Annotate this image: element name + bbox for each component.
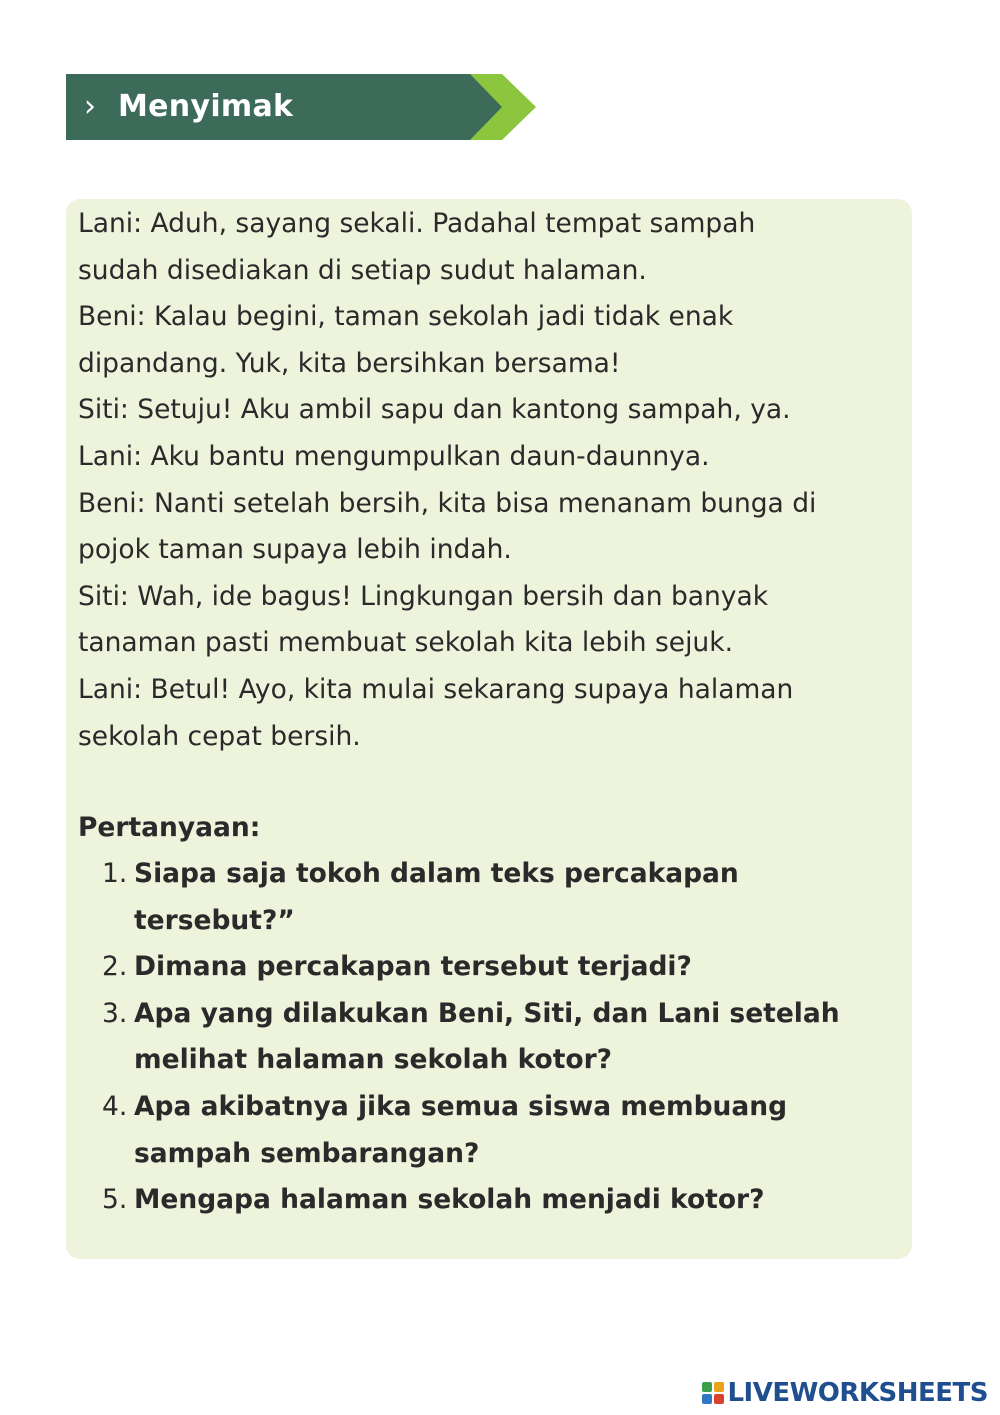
logo-square-i bbox=[714, 1382, 724, 1392]
logo-square-l bbox=[702, 1382, 712, 1392]
question-number: 3. bbox=[102, 997, 128, 1029]
question-line: Mengapa halaman sekolah menjadi kotor? bbox=[134, 1184, 765, 1216]
dialogue-line: Siti: Setuju! Aku ambil sapu dan kantong sampah, ya. bbox=[78, 394, 791, 426]
question-text bbox=[134, 944, 692, 991]
dialogue-line: sudah disediakan di setiap sudut halaman. bbox=[78, 254, 647, 286]
dialogue-line: Beni: Kalau begini, taman sekolah jadi tidak enak bbox=[78, 301, 734, 333]
question-text bbox=[134, 1177, 765, 1224]
question-item bbox=[102, 1084, 902, 1177]
logo-square-v bbox=[702, 1394, 712, 1404]
question-line: tersebut?” bbox=[134, 904, 295, 936]
question-line: Dimana percakapan tersebut terjadi? bbox=[134, 951, 692, 983]
dialogue-line: Beni: Nanti setelah bersih, kita bisa menanam bunga di bbox=[78, 487, 817, 519]
question-number: 2. bbox=[102, 951, 128, 983]
logo-grid-icon bbox=[702, 1382, 724, 1404]
logo-text: LIVEWORKSHEETS bbox=[727, 1378, 988, 1408]
section-title: Menyimak bbox=[118, 89, 294, 124]
question-line: Apa yang dilakukan Beni, Siti, dan Lani setelah bbox=[134, 997, 840, 1029]
content-card bbox=[66, 199, 912, 1259]
question-text bbox=[134, 851, 739, 944]
question-line: Apa akibatnya jika semua siswa membuang bbox=[134, 1090, 788, 1122]
logo-square-e bbox=[714, 1394, 724, 1404]
question-item bbox=[102, 851, 902, 944]
dialogue-line: pojok taman supaya lebih indah. bbox=[78, 534, 512, 566]
chevron-right-icon: › bbox=[84, 89, 96, 124]
question-line: Siapa saja tokoh dalam teks percakapan bbox=[134, 858, 739, 889]
dialogue-line: Lani: Aku bantu mengumpulkan daun-daunnya. bbox=[78, 440, 710, 472]
dialogue-line: Siti: Wah, ide bagus! Lingkungan bersih dan banyak bbox=[78, 580, 769, 612]
dialogue-line: sekolah cepat bersih. bbox=[78, 720, 361, 752]
question-text bbox=[134, 1084, 787, 1177]
question-item bbox=[102, 1177, 902, 1224]
questions-heading: Pertanyaan: bbox=[78, 812, 261, 843]
section-banner bbox=[66, 74, 536, 140]
question-item bbox=[102, 944, 902, 991]
dialogue-text bbox=[78, 201, 908, 760]
question-text bbox=[134, 991, 840, 1084]
dialogue-line: tanaman pasti membuat sekolah kita lebih sejuk. bbox=[78, 627, 733, 659]
questions-list bbox=[102, 851, 902, 1224]
question-item bbox=[102, 991, 902, 1084]
question-number: 1. bbox=[102, 858, 128, 889]
question-line: sampah sembarangan? bbox=[134, 1137, 480, 1169]
question-number: 4. bbox=[102, 1090, 128, 1122]
dialogue-line: Lani: Betul! Ayo, kita mulai sekarang supaya halaman bbox=[78, 673, 794, 705]
dialogue-line: Lani: Aduh, sayang sekali. Padahal tempat sampah bbox=[78, 208, 756, 239]
liveworksheets-logo[interactable] bbox=[702, 1377, 988, 1409]
question-number: 5. bbox=[102, 1184, 128, 1216]
question-line: melihat halaman sekolah kotor? bbox=[134, 1044, 613, 1076]
dialogue-line: dipandang. Yuk, kita bersihkan bersama! bbox=[78, 347, 621, 379]
